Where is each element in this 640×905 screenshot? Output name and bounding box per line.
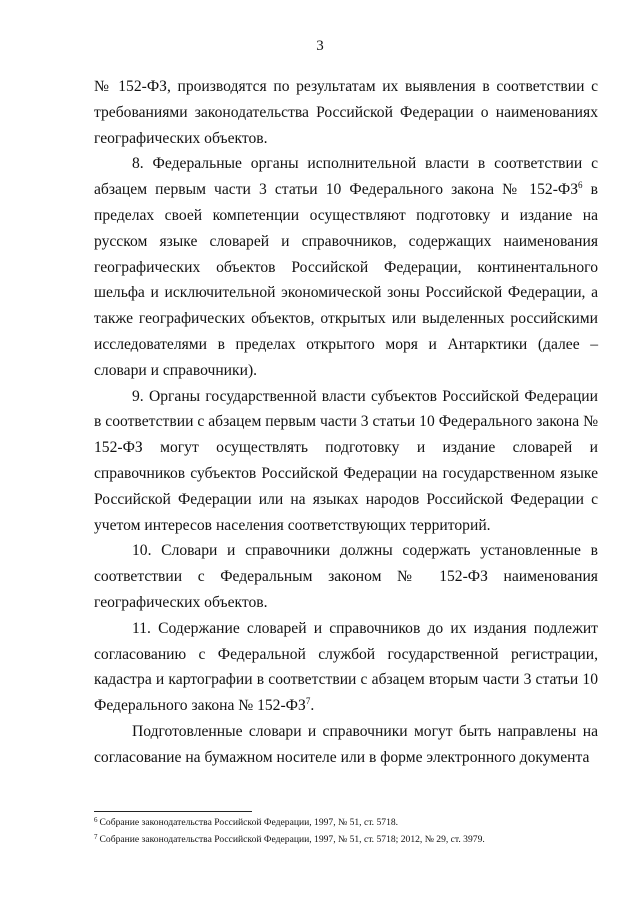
footnote-ref-6[interactable]: 6 <box>578 180 583 191</box>
paragraph-continuation: № 152-ФЗ, производятся по результатам их выявления в соответствии с требованиями законодательства Российской Федерации о наименованиях географических объектов. <box>94 78 598 147</box>
footnote-divider <box>94 811 252 812</box>
paragraph-11 <box>94 616 598 719</box>
paragraph-11-text-part1: 11. Содержание словарей и справочников до их издания подлежит согласованию с Федеральной службой государственной регистрации, кадастра и картографии в соответствии с абзацем вторым части 3 статьи 10 Федерального закона № 152-ФЗ <box>94 619 598 715</box>
paragraph-8 <box>94 151 598 383</box>
footnote-6-mark: 6 <box>94 816 98 824</box>
paragraph-12: Подготовленные словари и справочники могут быть направлены на согласование на бумажном носителе или в форме электронного документа <box>94 722 598 766</box>
footnote-6 <box>94 813 598 830</box>
paragraph-11-text-part2: . <box>310 697 315 715</box>
footnote-7-text: Собрание законодательства Российской Федерации, 1997, № 51, ст. 5718; 2012, № 29, ст. 3979. <box>99 834 485 845</box>
paragraph-8-text-part1: 8. Федеральные органы исполнительной власти в соответствии с абзацем первым части 3 статьи 10 Федерального закона № 152-ФЗ <box>94 155 598 199</box>
footnotes-section <box>94 813 598 847</box>
paragraph-9: 9. Органы государственной власти субъектов Российской Федерации в соответствии с абзацем первым части 3 статьи 10 Федерального закона № 152-ФЗ могут осуществлять подготовку и издание словарей и справочников субъектов Российской Федерации на государственном языке Российской Федерации или на языках народов Российской Федерации с учетом интересов населения соответствующих территорий. <box>94 387 598 534</box>
paragraph-10: 10. Словари и справочники должны содержать установленные в соответствии с Федеральным законом № 152-ФЗ наименования географических объектов. <box>94 542 598 611</box>
footnote-7-mark: 7 <box>94 833 98 841</box>
footnote-6-text: Собрание законодательства Российской Федерации, 1997, № 51, ст. 5718. <box>99 817 399 828</box>
paragraph-8-text-part2: в пределах своей компетенции осуществляют подготовку и издание на русском языке словарей и справочников, содержащих наименования географических объектов Российской Федерации, континентального шельфа и исключительной экономической зоны Российской Федерации, а также географических объектов, открытых или выделенных российскими исследователями в пределах открытого моря и Антарктики (далее – словари и справочники). <box>94 181 598 379</box>
document-body <box>94 74 598 771</box>
footnote-ref-7[interactable]: 7 <box>305 696 311 707</box>
page-number: 3 <box>316 38 324 54</box>
footnote-7 <box>94 830 598 847</box>
